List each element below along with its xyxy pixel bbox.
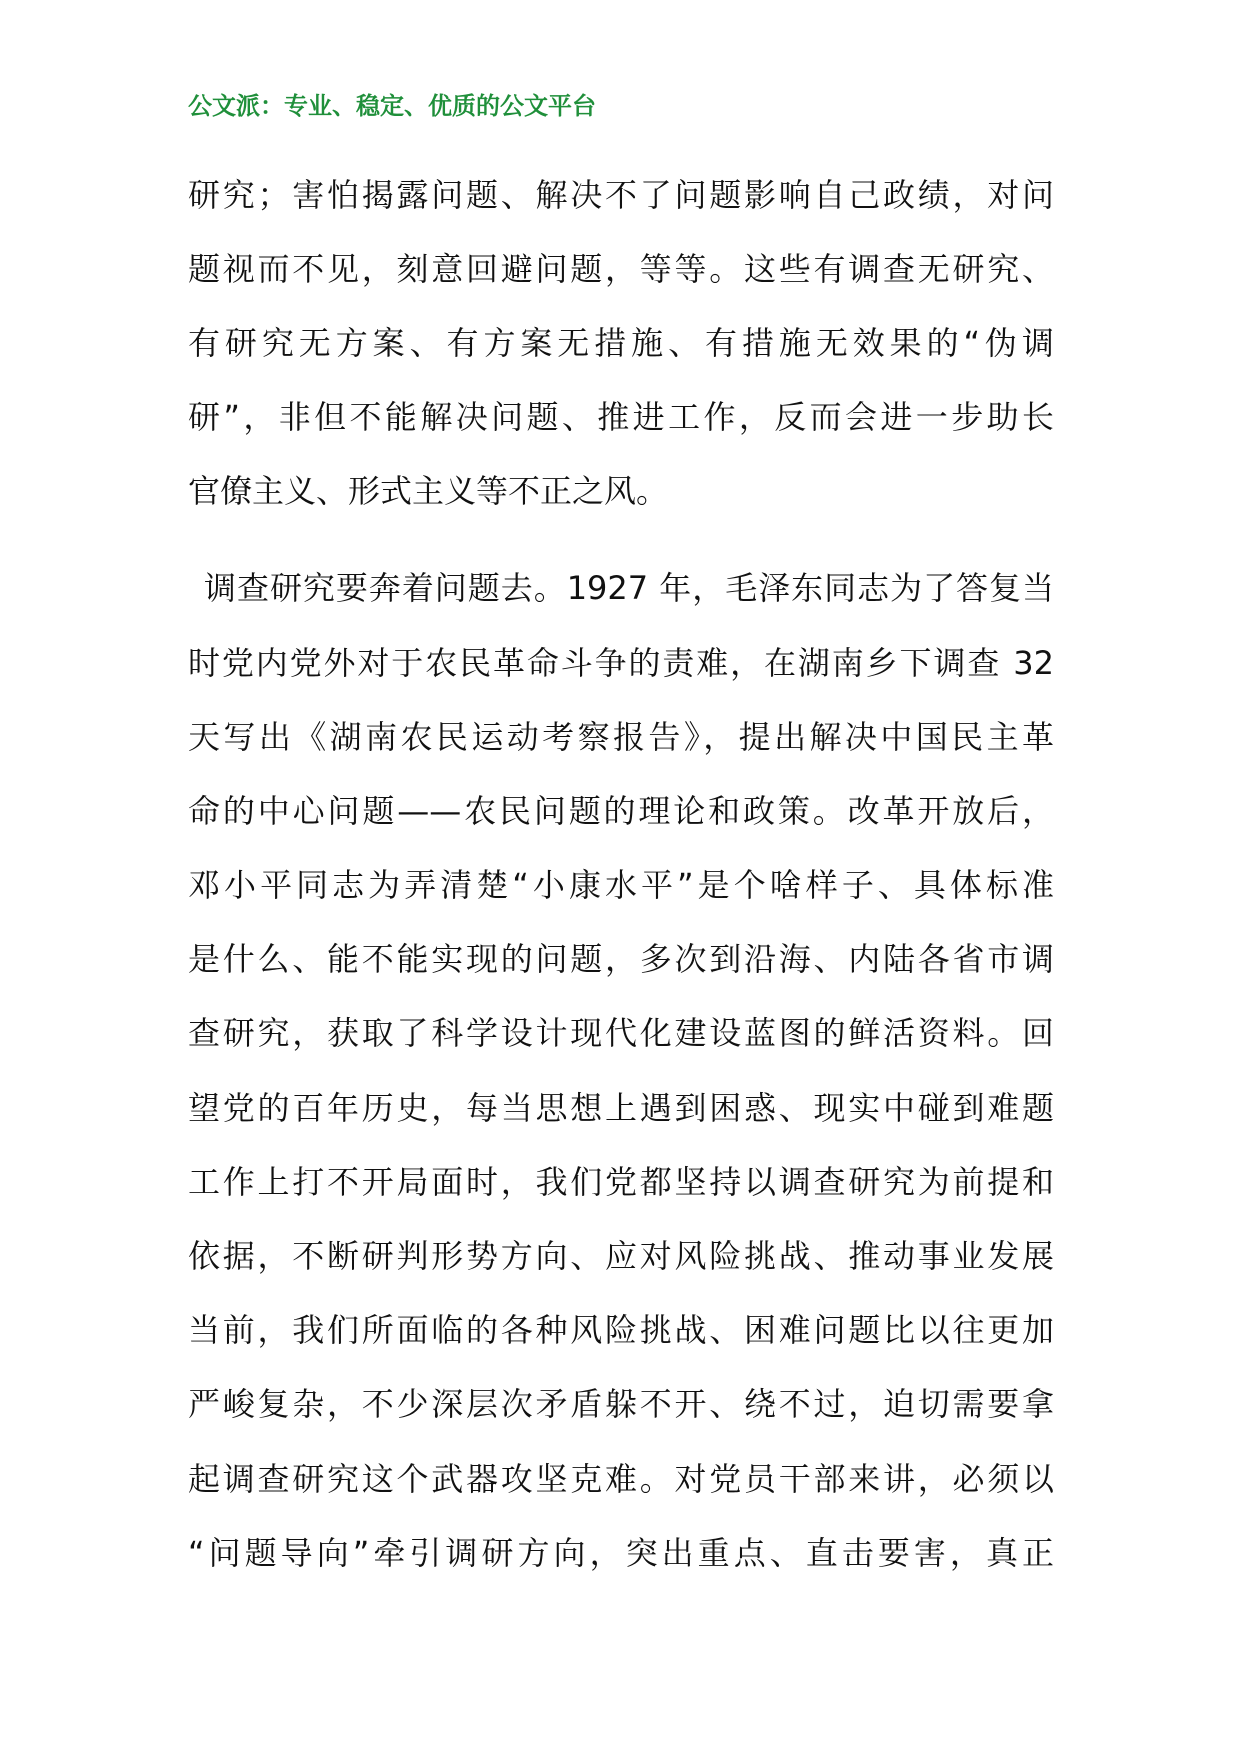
body-line: 望党的百年历史，每当思想上遇到困惑、现实中碰到难题 bbox=[188, 1089, 1054, 1127]
body-line: 命的中心问题——农民问题的理论和政策。改革开放后， bbox=[188, 792, 1054, 830]
body-line: 时党内党外对于农民革命斗争的责难，在湖南乡下调查 32 bbox=[188, 644, 1054, 682]
body-line: 工作上打不开局面时，我们党都坚持以调查研究为前提和 bbox=[188, 1163, 1054, 1201]
body-line: 严峻复杂，不少深层次矛盾躲不开、绕不过，迫切需要拿 bbox=[188, 1385, 1054, 1423]
body-line: 天写出《湖南农民运动考察报告》，提出解决中国民主革 bbox=[188, 718, 1054, 756]
body-line: 官僚主义、形式主义等不正之风。 bbox=[188, 472, 669, 510]
body-line: 有研究无方案、有方案无措施、有措施无效果的“伪调 bbox=[188, 324, 1054, 362]
body-line: 研究；害怕揭露问题、解决不了问题影响自己政绩，对问 bbox=[188, 176, 1054, 214]
body-line: 查研究，获取了科学设计现代化建设蓝图的鲜活资料。回 bbox=[188, 1014, 1054, 1052]
body-line: 依据，不断研判形势方向、应对风险挑战、推动事业发展 bbox=[188, 1237, 1054, 1275]
body-line: 起调查研究这个武器攻坚克难。对党员干部来讲，必须以 bbox=[188, 1460, 1054, 1498]
body-line: 是什么、能不能实现的问题，多次到沿海、内陆各省市调 bbox=[188, 940, 1054, 978]
body-line: 调查研究要奔着问题去。1927 年，毛泽东同志为了答复当 bbox=[204, 569, 1054, 607]
header-banner: 公文派：专业、稳定、优质的公文平台 bbox=[188, 92, 596, 120]
body-line: “问题导向”牵引调研方向，突出重点、直击要害，真正 bbox=[188, 1534, 1054, 1572]
body-line: 研”，非但不能解决问题、推进工作，反而会进一步助长 bbox=[188, 398, 1054, 436]
body-line: 题视而不见，刻意回避问题，等等。这些有调查无研究、 bbox=[188, 250, 1054, 288]
body-line: 当前，我们所面临的各种风险挑战、困难问题比以往更加 bbox=[188, 1311, 1054, 1349]
body-line: 邓小平同志为弄清楚“小康水平”是个啥样子、具体标准 bbox=[188, 866, 1054, 904]
